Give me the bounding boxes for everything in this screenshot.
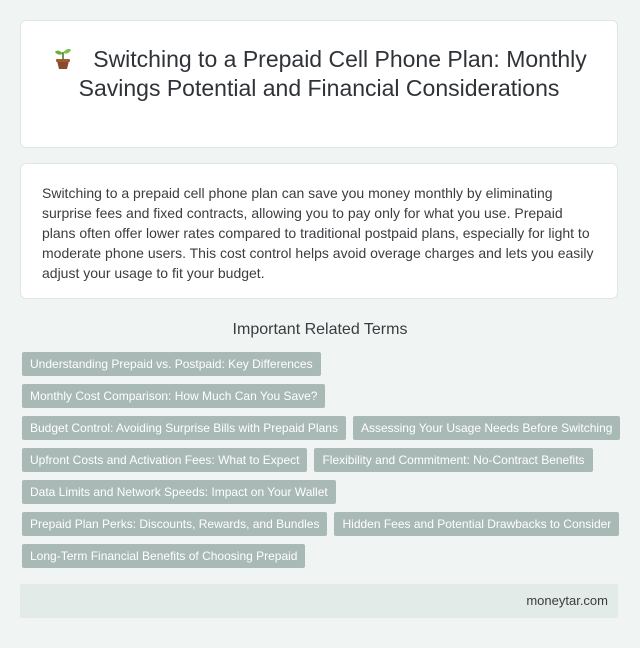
intro-paragraph: Switching to a prepaid cell phone plan can save you money monthly by eliminating surprise fees and fixed contracts, allowing you to pay only for what you use. Prepaid plans often offer lower rates compared to traditional postpaid plans, especially for light to moderate phone users. This cost control helps avoid overage charges and lets you easily adjust your usage to fit your budget. <box>42 185 594 281</box>
tag-row <box>22 512 622 536</box>
related-term-tag[interactable]: Monthly Cost Comparison: How Much Can You Save? <box>22 384 325 408</box>
related-term-tag[interactable]: Assessing Your Usage Needs Before Switching <box>353 416 620 440</box>
tag-row <box>22 352 622 376</box>
footer <box>20 584 618 618</box>
related-term-tag[interactable]: Prepaid Plan Perks: Discounts, Rewards, and Bundles <box>22 512 327 536</box>
tag-row <box>22 416 622 440</box>
title-card <box>20 20 618 148</box>
tag-row <box>22 480 622 504</box>
intro-card <box>20 163 618 299</box>
sprout-icon <box>51 46 75 70</box>
tag-row <box>22 544 622 568</box>
related-term-tag[interactable]: Hidden Fees and Potential Drawbacks to Consider <box>334 512 619 536</box>
related-term-tag[interactable]: Data Limits and Network Speeds: Impact on Your Wallet <box>22 480 336 504</box>
related-terms-list <box>22 352 622 576</box>
related-term-tag[interactable]: Upfront Costs and Activation Fees: What to Expect <box>22 448 307 472</box>
footer-site-link[interactable]: moneytar.com <box>526 593 608 608</box>
related-term-tag[interactable]: Long-Term Financial Benefits of Choosing Prepaid <box>22 544 305 568</box>
page-title-text: Switching to a Prepaid Cell Phone Plan: Monthly Savings Potential and Financial Considerations <box>78 46 587 101</box>
page-title <box>21 45 617 103</box>
tag-row <box>22 384 622 408</box>
related-terms-heading: Important Related Terms <box>232 321 408 338</box>
tag-row <box>22 448 622 472</box>
related-term-tag[interactable]: Budget Control: Avoiding Surprise Bills with Prepaid Plans <box>22 416 346 440</box>
related-term-tag[interactable]: Flexibility and Commitment: No-Contract Benefits <box>314 448 592 472</box>
related-term-tag[interactable]: Understanding Prepaid vs. Postpaid: Key Differences <box>22 352 321 376</box>
